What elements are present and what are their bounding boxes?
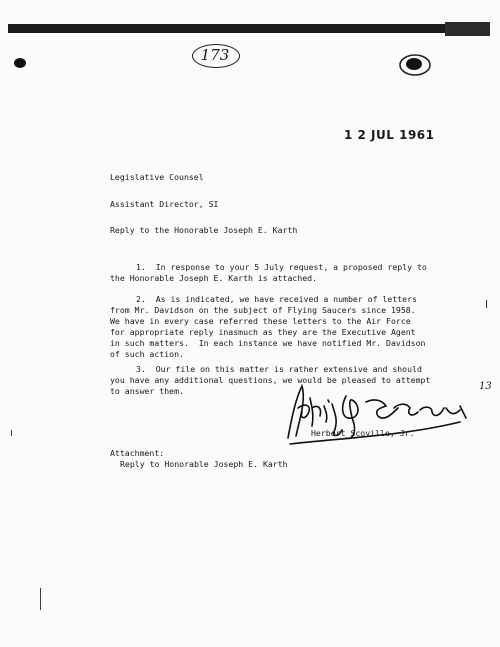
signatory-name: Herbert Scoville, Jr. [311,428,415,438]
left-margin-dot [11,430,12,436]
right-smudge-ring [398,52,432,78]
paragraph-3-line-3: to answer them. [110,386,184,396]
right-margin-mark [486,300,487,308]
paragraph-1-line-1: 1. In response to your 5 July request, a proposed reply to [136,262,427,272]
date-stamp: 1 2 JUL 1961 [344,128,435,142]
page-number: 173 [200,46,230,64]
paragraph-2-line-1: 2. As is indicated, we have received a number of letters [136,294,417,304]
left-margin-mark [40,588,41,610]
paragraph-2-line-6: of such action. [110,349,184,359]
left-ink-smudge [14,58,26,68]
routing-subject: Reply to the Honorable Joseph E. Karth [110,225,298,235]
paragraph-2-line-2: from Mr. Davidson on the subject of Flying Saucers since 1958. [110,305,416,315]
paragraph-2-line-3: We have in every case referred these letters to the Air Force [110,316,411,326]
paragraph-2-line-4: for appropriate reply inasmuch as they are the Executive Agent [110,327,416,337]
paragraph-3-line-1: 3. Our file on this matter is rather extensive and should [136,364,422,374]
paragraph-1-line-2: the Honorable Joseph E. Karth is attached. [110,273,318,283]
scan-top-edge [8,24,478,33]
handwritten-initials: 13 [479,381,492,392]
routing-to: Legislative Counsel [110,172,204,182]
attachment-label: Attachment: [110,448,165,458]
paragraph-2-line-5: in such matters. In each instance we have notified Mr. Davidson [110,338,426,348]
paragraph-3-line-2: you have any additional questions, we would be pleased to attempt [110,375,431,385]
scan-corner-mark [445,22,490,36]
routing-from: Assistant Director, SI [110,199,219,209]
attachment-item: Reply to Honorable Joseph E. Karth [120,459,288,469]
